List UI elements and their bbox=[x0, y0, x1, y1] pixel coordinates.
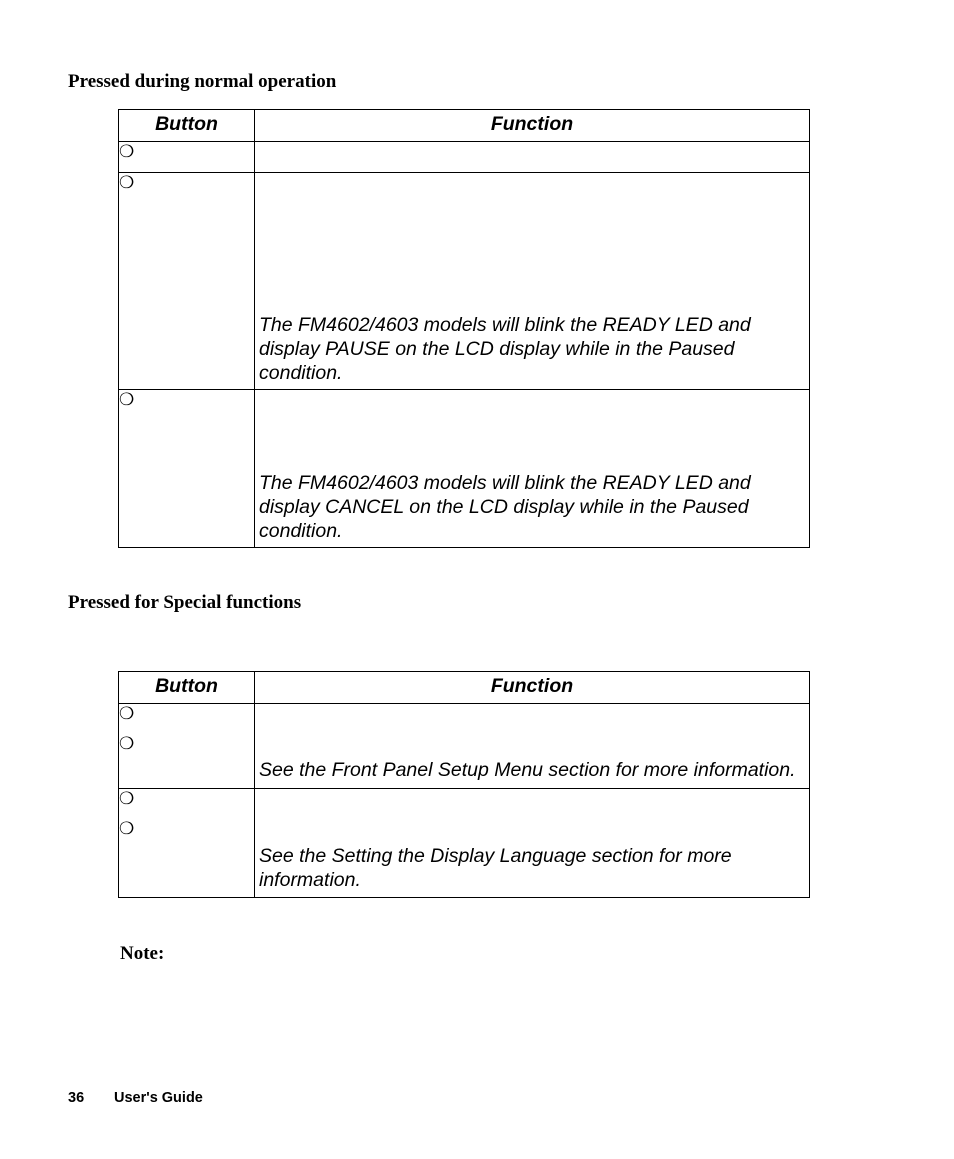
table-row bbox=[119, 173, 810, 390]
function-text: See the Front Panel Setup Menu section for more information. bbox=[259, 759, 796, 781]
function-text: The FM4602/4603 models will blink the READY LED and display CANCEL on the LCD display while in the Paused condition. bbox=[259, 472, 751, 542]
footer-title: User's Guide bbox=[114, 1090, 203, 1106]
table-header-row bbox=[119, 672, 810, 704]
column-header-function: Function bbox=[255, 110, 810, 142]
button-bullet-icon: ❍ bbox=[119, 173, 135, 193]
table-row bbox=[119, 704, 810, 789]
function-cell bbox=[255, 173, 810, 390]
page-footer bbox=[68, 1089, 203, 1107]
button-bullet-icon: ❍ bbox=[119, 142, 135, 162]
section-heading-special-functions: Pressed for Special functions bbox=[68, 592, 302, 613]
button-cell bbox=[119, 390, 255, 548]
button-bullet-icon: ❍ bbox=[119, 704, 135, 724]
button-cell bbox=[119, 704, 255, 789]
button-cell bbox=[119, 142, 255, 173]
page-number: 36 bbox=[68, 1090, 85, 1106]
function-cell bbox=[255, 704, 810, 789]
normal-operation-table bbox=[118, 109, 810, 548]
table-row bbox=[119, 789, 810, 898]
function-cell bbox=[255, 142, 810, 173]
table-row bbox=[119, 390, 810, 548]
function-cell bbox=[255, 390, 810, 548]
button-cell bbox=[119, 173, 255, 390]
button-bullet-icon: ❍ bbox=[119, 789, 135, 809]
button-bullet-icon: ❍ bbox=[119, 390, 135, 410]
button-bullet-icon: ❍ bbox=[119, 734, 135, 754]
note-label: Note: bbox=[120, 943, 165, 964]
button-bullet-icon: ❍ bbox=[119, 819, 135, 839]
special-functions-table bbox=[118, 671, 810, 898]
column-header-button: Button bbox=[119, 110, 255, 142]
function-text: See the Setting the Display Language section for more information. bbox=[259, 845, 732, 891]
table-header-row bbox=[119, 110, 810, 142]
function-text: The FM4602/4603 models will blink the READY LED and display PAUSE on the LCD display while in the Paused condition. bbox=[259, 314, 751, 384]
function-cell bbox=[255, 789, 810, 898]
table-row bbox=[119, 142, 810, 173]
column-header-function: Function bbox=[255, 672, 810, 704]
button-cell bbox=[119, 789, 255, 898]
column-header-button: Button bbox=[119, 672, 255, 704]
section-heading-normal-operation: Pressed during normal operation bbox=[68, 71, 337, 92]
